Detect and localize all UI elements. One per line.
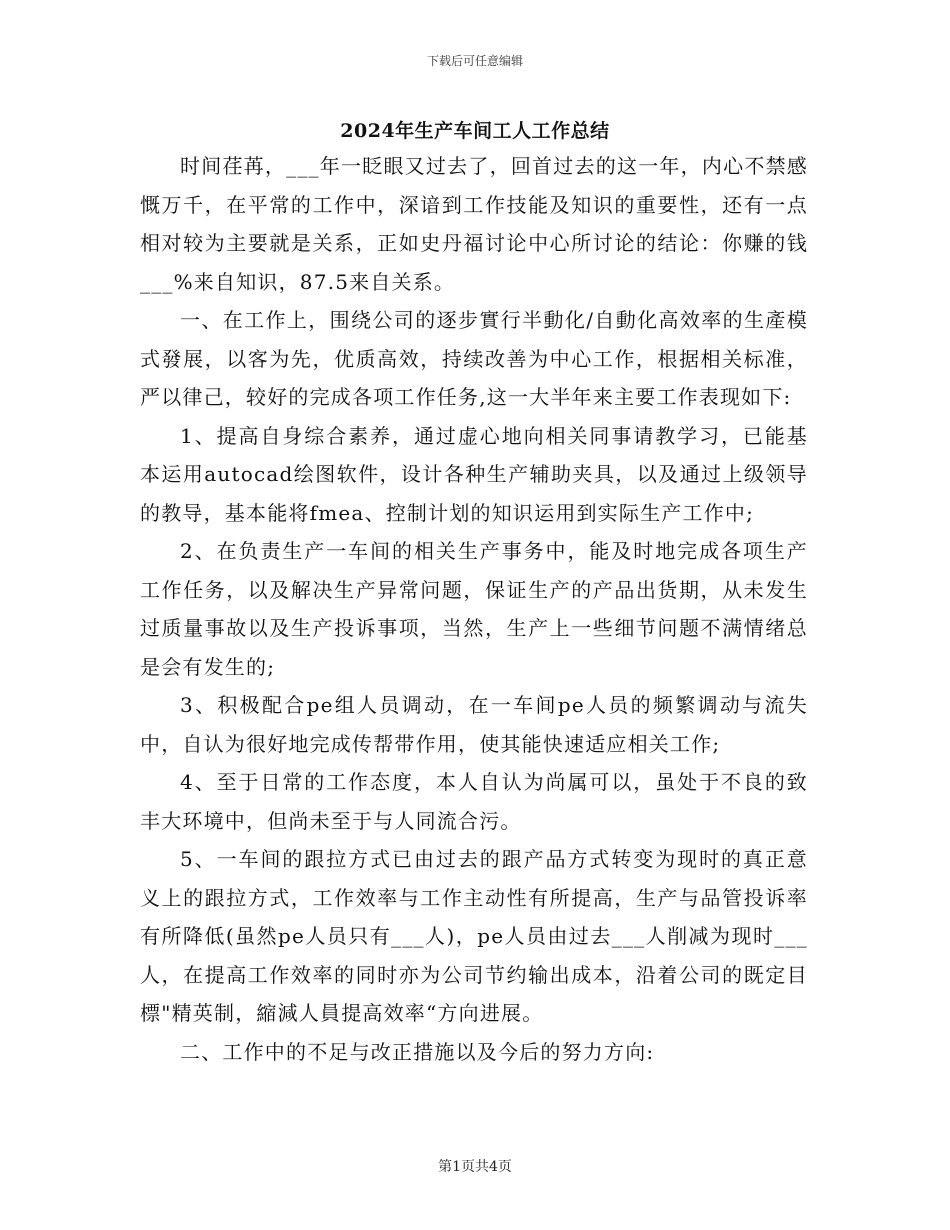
page-header: 下载后可任意编辑 [426, 54, 523, 68]
paragraph-section-1: 一、在工作上，围绕公司的逐步實行半動化/自動化高效率的生產模式發展，以客为先，优质高效，持续改善为中心工作，根据相关标准，严以律己，较好的完成各项工作任务,这一大半年来主要工作表现如下: [140, 308, 808, 409]
document-body [140, 147, 808, 1071]
paragraph-item-4: 4、至于日常的工作态度，本人自认为尚属可以，虽处于不良的致丰大环境中，但尚未至于与人同流合污。 [140, 770, 808, 833]
paragraph-section-2: 二、工作中的不足与改正措施以及今后的努力方向: [180, 1039, 655, 1064]
paragraph-item-3: 3、积极配合pe组人员调动，在一车间pe人员的频繁调动与流失中，自认为很好地完成传帮带作用，使其能快速适应相关工作; [140, 693, 808, 756]
paragraph-item-5: 5、一车间的跟拉方式已由过去的跟产品方式转变为现时的真正意义上的跟拉方式，工作效率与工作主动性有所提高，生产与品管投诉率有所降低(虽然pe人员只有___人)，pe人员由过去___人削减为现时___人，在提高工作效率的同时亦为公司节约输出成本，沿着公司的既定目標"精英制，縮減人員提高效率“方向进展。 [140, 847, 808, 1025]
paragraph-intro: 时间荏苒，___年一眨眼又过去了，回首过去的这一年，内心不禁感慨万千，在平常的工作中，深谙到工作技能及知识的重要性，还有一点相对较为主要就是关系，正如史丹福讨论中心所讨论的结论：你赚的钱___%来自知识，87.5来自关系。 [140, 154, 808, 294]
paragraph-item-2: 2、在负责生产一车间的相关生产事务中，能及时地完成各项生产工作任务，以及解决生产异常问题，保证生产的产品出货期，从未发生过质量事故以及生产投诉事项，当然，生产上一些细节问题不满情绪总是会有发生的; [140, 539, 808, 679]
paragraph-item-1: 1、提高自身综合素养，通过虚心地向相关同事请教学习，已能基本运用autocad绘图软件，设计各种生产辅助夹具，以及通过上级领导的教导，基本能将fmea、控制计划的知识运用到实际生产工作中; [140, 423, 808, 525]
document-title: 2024年生产车间工人工作总结 [340, 120, 610, 142]
page-footer: 第1页共4页 [438, 1159, 512, 1175]
